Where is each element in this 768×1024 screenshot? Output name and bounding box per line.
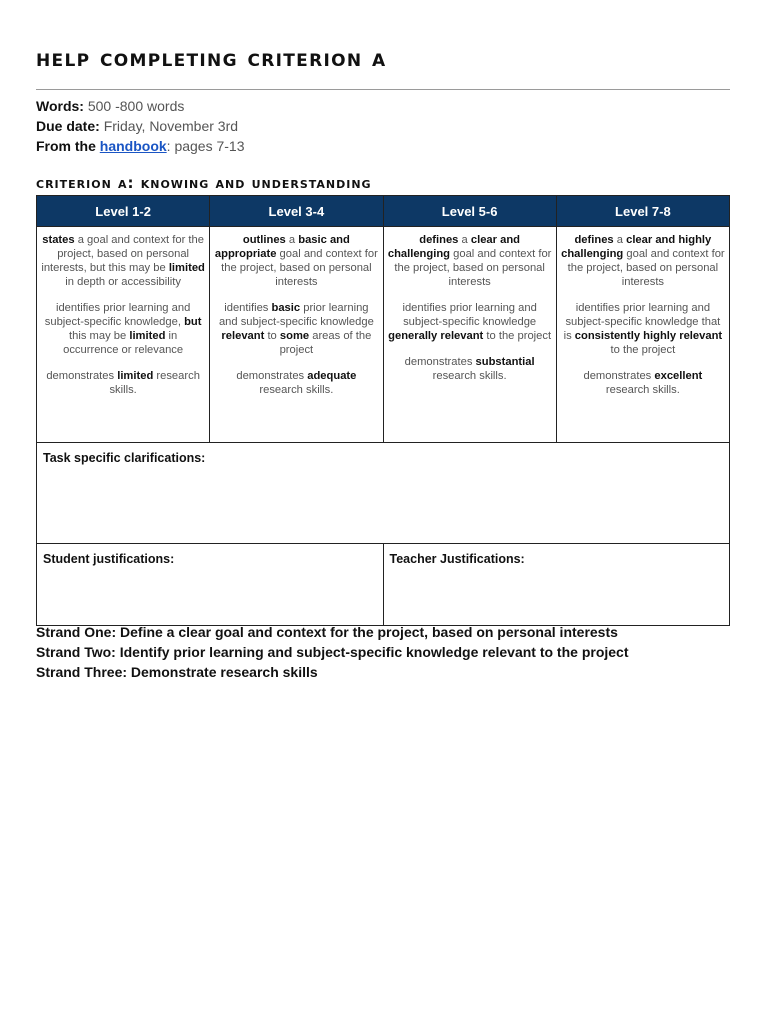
justifications-row (37, 544, 730, 626)
emphasis-text: excellent (654, 370, 703, 382)
research-descriptor: demonstrates substantial research skills. (404, 356, 535, 382)
emphasis-text: clear and highly challenging (561, 234, 712, 260)
strand-three: Strand Three: Demonstrate research skills (36, 664, 318, 680)
assignment-details (36, 96, 245, 156)
level-header-1: Level 1-2 (37, 196, 210, 227)
prior-learning-descriptor: identifies basic prior learning and subject-specific knowledge relevant to some areas of the project (218, 302, 374, 356)
emphasis-text: consistently highly relevant (574, 330, 723, 342)
student-justifications-box[interactable] (37, 544, 384, 626)
title-divider (36, 89, 730, 90)
emphasis-text: basic and appropriate (214, 234, 350, 260)
emphasis-text: relevant (221, 330, 265, 342)
source-label: From the (36, 138, 96, 154)
task-clarifications-row (37, 443, 730, 544)
prior-learning-descriptor: identifies prior learning and subject-specific knowledge generally relevant to the project (388, 302, 552, 342)
emphasis-text: basic (271, 302, 301, 314)
due-date-value: Friday, November 3rd (103, 118, 239, 134)
strands-list (36, 622, 629, 682)
teacher-justifications-label: Teacher Justifications: (389, 552, 525, 566)
goal-descriptor: states a goal and context for the project, based on personal interests, but this may be limited in depth or accessibility (41, 234, 205, 288)
source-pages: : pages 7-13 (166, 138, 245, 154)
level-descriptor-cell (383, 227, 556, 443)
emphasis-text: limited (129, 330, 166, 342)
level-descriptor-cell (37, 227, 210, 443)
due-date-line (36, 116, 245, 136)
prior-learning-descriptor: identifies prior learning and subject-specific knowledge, but this may be limited in occurrence or relevance (44, 302, 202, 356)
student-justifications-label: Student justifications: (43, 552, 175, 566)
emphasis-text: outlines (242, 234, 286, 246)
strand-one: Strand One: Define a clear goal and context for the project, based on personal interests (36, 624, 618, 640)
level-header-2: Level 3-4 (210, 196, 383, 227)
emphasis-text: clear and challenging (387, 234, 520, 260)
goal-descriptor: outlines a basic and appropriate goal and context for the project, based on personal interests (214, 234, 378, 288)
research-descriptor: demonstrates adequate research skills. (236, 370, 357, 396)
emphasis-text: substantial (475, 356, 535, 368)
words-label: Words: (36, 98, 84, 114)
source-line (36, 136, 245, 156)
research-descriptor: demonstrates excellent research skills. (583, 370, 703, 396)
emphasis-text: defines (574, 234, 614, 246)
rubric-header-row (37, 196, 730, 227)
level-descriptor-cell (210, 227, 383, 443)
due-date-label: Due date: (36, 118, 100, 134)
task-clarifications-box[interactable] (37, 443, 730, 544)
emphasis-text: states (42, 234, 75, 246)
emphasis-text: limited (117, 370, 154, 382)
emphasis-text: defines (419, 234, 459, 246)
emphasis-text: generally relevant (388, 330, 484, 342)
handbook-link[interactable]: handbook (99, 138, 167, 154)
emphasis-text: but (184, 316, 202, 328)
goal-descriptor: defines a clear and challenging goal and context for the project, based on personal interests (387, 234, 552, 288)
level-header-3: Level 5-6 (383, 196, 556, 227)
document-title: help completing criterion a (36, 44, 387, 72)
words-value: 500 -800 words (87, 98, 185, 114)
goal-descriptor: defines a clear and highly challenging goal and context for the project, based on personal interests (561, 234, 725, 288)
level-descriptor-cell (556, 227, 729, 443)
prior-learning-descriptor: identifies prior learning and subject-specific knowledge that is consistently highly relevant to the project (563, 302, 723, 356)
teacher-justifications-box[interactable] (383, 544, 730, 626)
section-heading: criterion a: knowing and understanding (36, 174, 372, 192)
level-header-4: Level 7-8 (556, 196, 729, 227)
words-line (36, 96, 245, 116)
task-clarifications-label: Task specific clarifications: (43, 451, 206, 465)
emphasis-text: limited (168, 262, 205, 274)
rubric-table (36, 195, 730, 626)
research-descriptor: demonstrates limited research skills. (46, 370, 200, 396)
emphasis-text: some (279, 330, 310, 342)
emphasis-text: adequate (307, 370, 357, 382)
rubric-descriptor-row (37, 227, 730, 443)
strand-two: Strand Two: Identify prior learning and subject-specific knowledge relevant to the project (36, 644, 629, 660)
